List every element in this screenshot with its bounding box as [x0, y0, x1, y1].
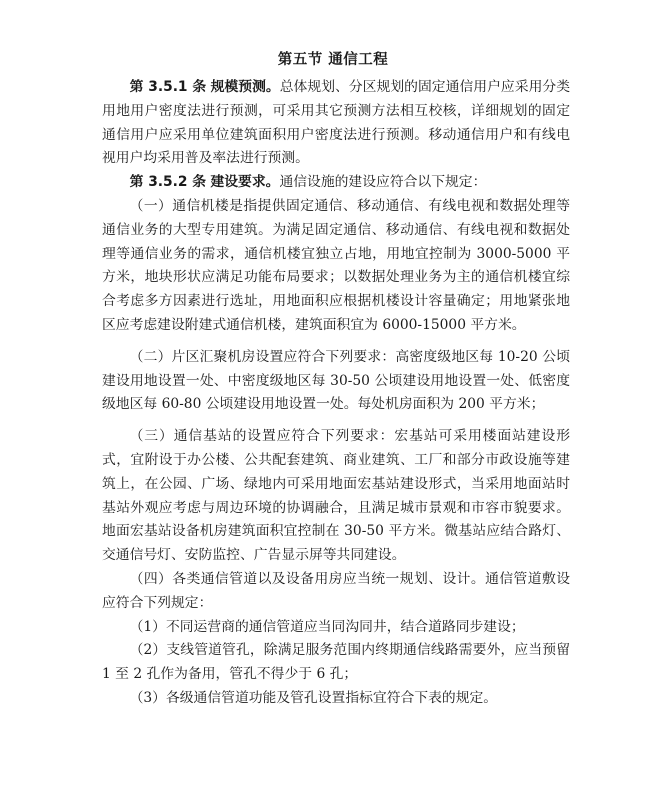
article-title: 建设要求。	[210, 174, 280, 191]
article-body: 总体规划、分区规划的固定通信用户应采用分类用地用户密度法进行预测，可采用其它预测方法相互校核，详细规划的固定通信用户应采用单位建筑面积用户密度法进行预测。移动通信用户和有线电视用户均采用普及率法进行预测。	[102, 79, 571, 167]
article-body: 通信设施的建设应符合以下规定：	[279, 174, 487, 191]
clause-1-telecom-building: （一）通信机楼是指提供固定通信、移动通信、有线电视和数据处理等通信业务的大型专用建筑。为满足固定通信、移动通信、有线电视和数据处理等通信业务的需求，通信机楼宜独立占地，用地宜控制为 3000-5000 平方米，地块形状应满足功能布局要求；以数据处理业务为主的通信机楼宜综合考虑多方因素进行选址，用地面积应根据机楼设计容量确定；用地紧张地区应考虑建设附建式通信机楼，建筑面积宜为 6000-15000 平方米。	[102, 197, 570, 333]
article-title: 规模预测。	[210, 79, 280, 95]
article-number: 第 3.5.1 条	[129, 79, 207, 95]
section-title: 第五节 通信工程	[277, 52, 389, 68]
sub-clause-2: （2）支线管道管孔，除满足服务范围内终期通信线路需要外，应当预留 1 至 2 孔作为备用，管孔不得少于 6 孔；	[102, 642, 570, 683]
article-number: 第 3.5.2 条	[129, 174, 207, 191]
sub-clause-1: （1）不同运营商的通信管道应当同沟同井，结合道路同步建设；	[129, 618, 525, 635]
sub-clause-3: （3）各级通信管道功能及管孔设置指标宜符合下表的规定。	[129, 689, 498, 706]
document-body	[102, 76, 570, 711]
clause-4-pipelines: （四）各类通信管道以及设备用房应当统一规划、设计。通信管道敷设应符合下列规定：	[102, 570, 570, 611]
clause-2-aggregation-room: （二）片区汇聚机房设置应符合下列要求：高密度级地区每 10-20 公顷建设用地设置一处、中密度级地区每 30-50 公顷建设用地设置一处、低密度级地区每 60-80 公顷建设用地设置一处。每处机房面积为 200 平方米；	[102, 348, 570, 413]
clause-3-base-station: （三）通信基站的设置应符合下列要求：宏基站可采用楼面站建设形式，宜附设于办公楼、公共配套建筑、商业建筑、工厂和部分市政设施等建筑上，在公园、广场、绿地内可采用地面宏基站建设形式，当采用地面站时基站外观应考虑与周边环境的协调融合，且满足城市景观和市容市貌要求。地面宏基站设备机房建筑面积宜控制在 30-50 平方米。微基站应结合路灯、交通信号灯、安防监控、广告显示屏等共同建设。	[102, 428, 570, 564]
article-3-5-2	[102, 171, 570, 195]
article-3-5-1	[102, 76, 570, 171]
